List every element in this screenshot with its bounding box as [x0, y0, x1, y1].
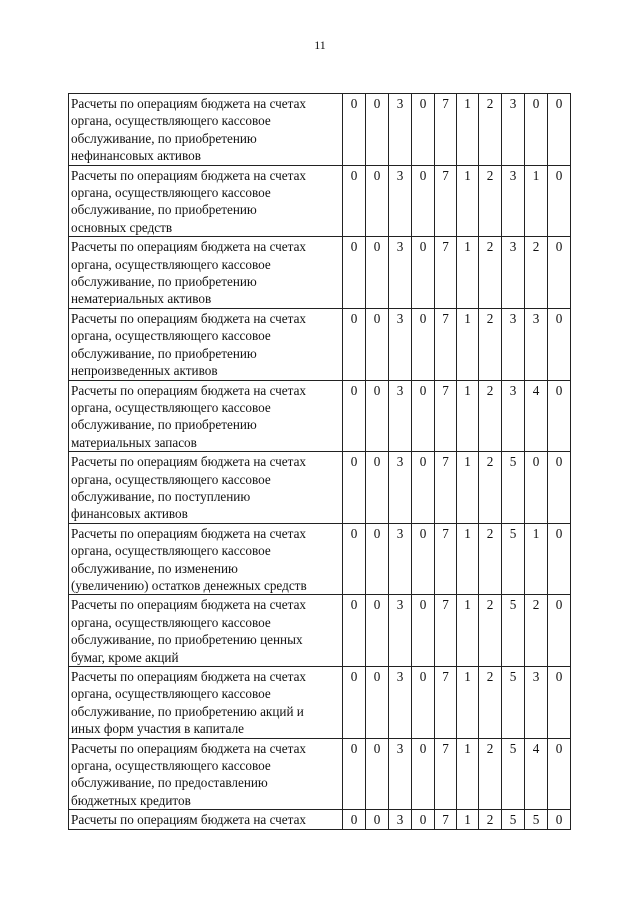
code-digit-cell: 0	[366, 237, 389, 309]
code-digit-cell: 2	[525, 595, 548, 667]
code-digit-cell: 2	[479, 308, 502, 380]
code-digit-cell: 2	[479, 595, 502, 667]
code-digit-cell: 3	[389, 667, 412, 739]
code-digit-cell: 0	[343, 452, 366, 524]
code-digit-cell: 0	[548, 738, 571, 810]
code-digit-cell: 5	[502, 738, 525, 810]
code-digit-cell: 7	[435, 738, 457, 810]
code-digit-cell: 0	[412, 94, 435, 166]
code-digit-cell: 1	[457, 380, 479, 452]
code-digit-cell: 0	[548, 523, 571, 595]
code-digit-cell: 0	[412, 738, 435, 810]
code-digit-cell: 0	[548, 810, 571, 829]
table-row	[69, 667, 571, 739]
code-digit-cell: 1	[457, 452, 479, 524]
code-digit-cell: 3	[389, 380, 412, 452]
code-digit-cell: 7	[435, 452, 457, 524]
code-digit-cell: 1	[457, 237, 479, 309]
account-description-cell: Расчеты по операциям бюджета на счетах органа, осуществляющего кассовое обслуживание, по поступлению финансовых активов	[69, 452, 343, 524]
code-digit-cell: 0	[343, 237, 366, 309]
code-digit-cell: 0	[412, 452, 435, 524]
code-digit-cell: 7	[435, 165, 457, 237]
code-digit-cell: 3	[525, 308, 548, 380]
code-digit-cell: 0	[412, 523, 435, 595]
account-description-cell: Расчеты по операциям бюджета на счетах органа, осуществляющего кассовое обслуживание, по приобретению материальных запасов	[69, 380, 343, 452]
code-digit-cell: 2	[525, 237, 548, 309]
table-body	[69, 94, 571, 830]
code-digit-cell: 2	[479, 165, 502, 237]
account-description-cell: Расчеты по операциям бюджета на счетах органа, осуществляющего кассовое обслуживание, по приобретению непроизведенных активов	[69, 308, 343, 380]
account-description-cell: Расчеты по операциям бюджета на счетах органа, осуществляющего кассовое обслуживание, по приобретению акций и иных форм участия в капитале	[69, 667, 343, 739]
table-row	[69, 738, 571, 810]
code-digit-cell: 0	[366, 380, 389, 452]
code-digit-cell: 7	[435, 523, 457, 595]
code-digit-cell: 0	[412, 595, 435, 667]
code-digit-cell: 0	[366, 738, 389, 810]
code-digit-cell: 3	[502, 308, 525, 380]
code-digit-cell: 1	[457, 308, 479, 380]
code-digit-cell: 0	[548, 595, 571, 667]
code-digit-cell: 0	[548, 452, 571, 524]
code-digit-cell: 3	[389, 94, 412, 166]
code-digit-cell: 0	[412, 308, 435, 380]
code-digit-cell: 2	[479, 237, 502, 309]
code-digit-cell: 5	[502, 595, 525, 667]
account-description-cell: Расчеты по операциям бюджета на счетах органа, осуществляющего кассовое обслуживание, по изменению (увеличению) остатков денежных средств	[69, 523, 343, 595]
code-digit-cell: 7	[435, 237, 457, 309]
code-digit-cell: 0	[343, 738, 366, 810]
code-digit-cell: 3	[525, 667, 548, 739]
code-digit-cell: 3	[389, 810, 412, 829]
code-digit-cell: 1	[457, 738, 479, 810]
account-description-cell: Расчеты по операциям бюджета на счетах органа, осуществляющего кассовое обслуживание, по приобретению ценных бумаг, кроме акций	[69, 595, 343, 667]
code-digit-cell: 1	[525, 165, 548, 237]
table-row	[69, 94, 571, 166]
account-codes-table	[68, 93, 571, 830]
table-row	[69, 308, 571, 380]
code-digit-cell: 0	[343, 667, 366, 739]
table-row	[69, 523, 571, 595]
code-digit-cell: 1	[457, 165, 479, 237]
code-digit-cell: 3	[502, 165, 525, 237]
code-digit-cell: 0	[525, 94, 548, 166]
code-digit-cell: 3	[502, 237, 525, 309]
code-digit-cell: 7	[435, 667, 457, 739]
code-digit-cell: 3	[502, 94, 525, 166]
code-digit-cell: 3	[389, 165, 412, 237]
account-description-cell: Расчеты по операциям бюджета на счетах органа, осуществляющего кассовое обслуживание, по приобретению нефинансовых активов	[69, 94, 343, 166]
account-description-cell: Расчеты по операциям бюджета на счетах	[69, 810, 343, 829]
code-digit-cell: 7	[435, 380, 457, 452]
code-digit-cell: 5	[502, 523, 525, 595]
code-digit-cell: 5	[502, 810, 525, 829]
code-digit-cell: 3	[389, 308, 412, 380]
code-digit-cell: 0	[548, 308, 571, 380]
account-description-cell: Расчеты по операциям бюджета на счетах органа, осуществляющего кассовое обслуживание, по приобретению нематериальных активов	[69, 237, 343, 309]
account-description-cell: Расчеты по операциям бюджета на счетах органа, осуществляющего кассовое обслуживание, по предоставлению бюджетных кредитов	[69, 738, 343, 810]
code-digit-cell: 2	[479, 380, 502, 452]
code-digit-cell: 2	[479, 94, 502, 166]
code-digit-cell: 0	[366, 452, 389, 524]
code-digit-cell: 3	[389, 595, 412, 667]
account-description-cell: Расчеты по операциям бюджета на счетах органа, осуществляющего кассовое обслуживание, по приобретению основных средств	[69, 165, 343, 237]
code-digit-cell: 0	[343, 523, 366, 595]
code-digit-cell: 7	[435, 595, 457, 667]
code-digit-cell: 2	[479, 667, 502, 739]
table-row	[69, 237, 571, 309]
code-digit-cell: 1	[457, 523, 479, 595]
code-digit-cell: 0	[412, 667, 435, 739]
code-digit-cell: 0	[412, 237, 435, 309]
code-digit-cell: 3	[389, 523, 412, 595]
code-digit-cell: 0	[343, 94, 366, 166]
table-row	[69, 810, 571, 829]
code-digit-cell: 0	[548, 165, 571, 237]
code-digit-cell: 2	[479, 452, 502, 524]
code-digit-cell: 7	[435, 308, 457, 380]
code-digit-cell: 0	[366, 810, 389, 829]
code-digit-cell: 0	[525, 452, 548, 524]
code-digit-cell: 0	[366, 523, 389, 595]
code-digit-cell: 1	[457, 810, 479, 829]
code-digit-cell: 0	[548, 380, 571, 452]
code-digit-cell: 0	[343, 380, 366, 452]
code-digit-cell: 0	[366, 94, 389, 166]
code-digit-cell: 7	[435, 94, 457, 166]
code-digit-cell: 4	[525, 380, 548, 452]
code-digit-cell: 0	[548, 667, 571, 739]
code-digit-cell: 2	[479, 523, 502, 595]
table-row	[69, 452, 571, 524]
code-digit-cell: 0	[343, 810, 366, 829]
code-digit-cell: 0	[412, 810, 435, 829]
code-digit-cell: 0	[548, 94, 571, 166]
code-digit-cell: 0	[412, 165, 435, 237]
code-digit-cell: 0	[366, 165, 389, 237]
code-digit-cell: 0	[366, 308, 389, 380]
code-digit-cell: 3	[389, 452, 412, 524]
code-digit-cell: 0	[343, 165, 366, 237]
code-digit-cell: 3	[389, 738, 412, 810]
page-number: 11	[314, 38, 326, 52]
code-digit-cell: 0	[366, 667, 389, 739]
code-digit-cell: 0	[412, 380, 435, 452]
code-digit-cell: 7	[435, 810, 457, 829]
code-digit-cell: 2	[479, 738, 502, 810]
table-row	[69, 380, 571, 452]
code-digit-cell: 3	[502, 380, 525, 452]
code-digit-cell: 0	[343, 308, 366, 380]
code-digit-cell: 2	[479, 810, 502, 829]
code-digit-cell: 1	[457, 595, 479, 667]
table-row	[69, 595, 571, 667]
code-digit-cell: 1	[525, 523, 548, 595]
code-digit-cell: 0	[548, 237, 571, 309]
code-digit-cell: 3	[389, 237, 412, 309]
code-digit-cell: 4	[525, 738, 548, 810]
code-digit-cell: 0	[366, 595, 389, 667]
code-digit-cell: 5	[525, 810, 548, 829]
code-digit-cell: 5	[502, 452, 525, 524]
table-row	[69, 165, 571, 237]
code-digit-cell: 0	[343, 595, 366, 667]
code-digit-cell: 1	[457, 94, 479, 166]
code-digit-cell: 1	[457, 667, 479, 739]
code-digit-cell: 5	[502, 667, 525, 739]
